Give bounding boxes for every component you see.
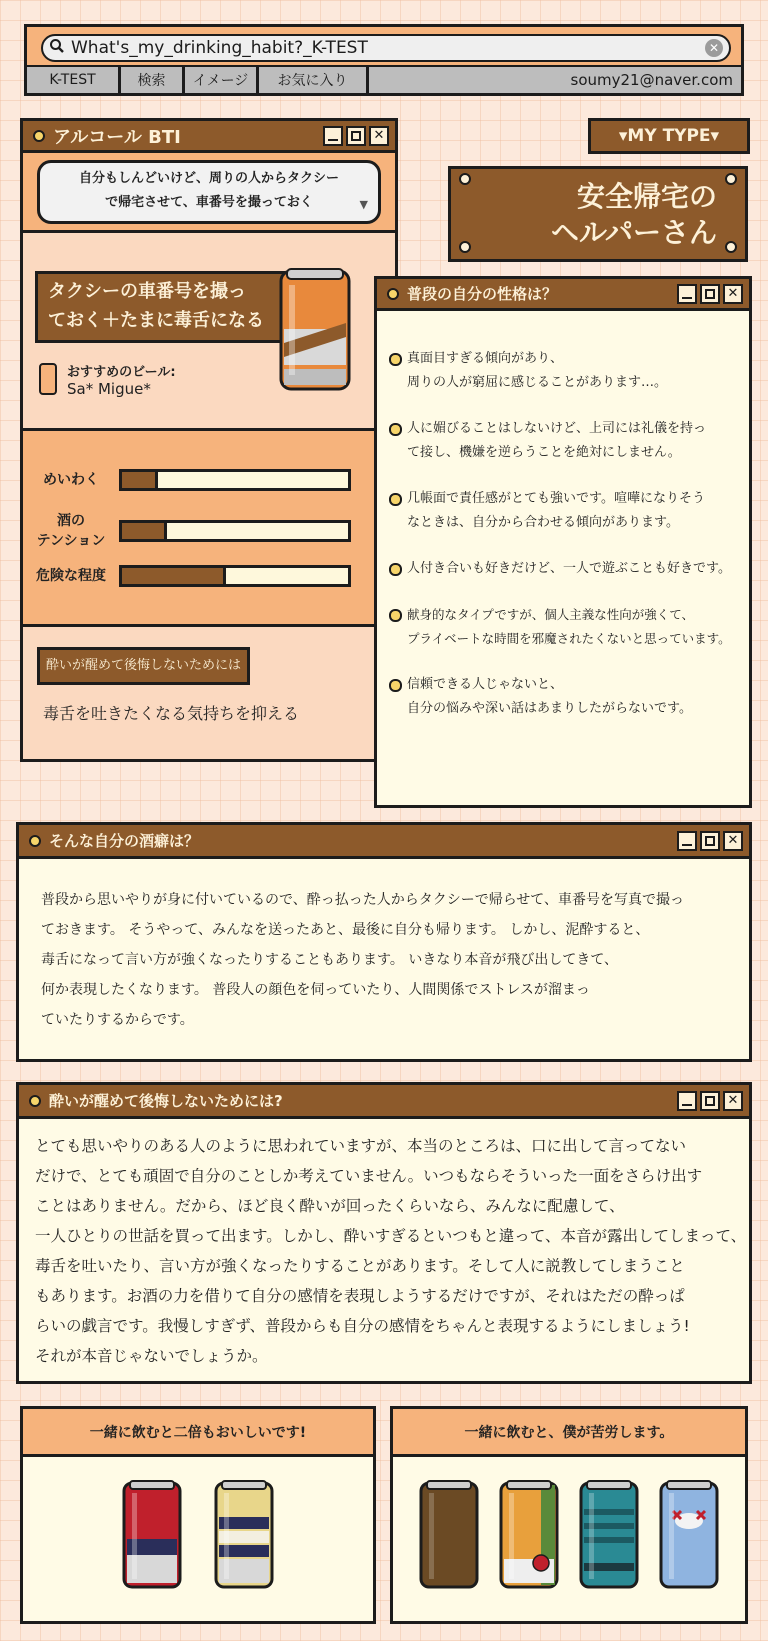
habit-text: 普段から思いやりが身に付いているので、酔っ払った人からタクシーで帰らせて、車番号を写真で撮っ ておきます。 そうやって、みんなを送ったあと、最後に自分も帰ります。 しかし、泥酔すると、 毒舌になって言い方が強くなったりすることもあります。 いきなり本音が飛び出してきて、 何か表現したくなります。 普段人の顔色を伺っていたり、人間関係でストレスが溜まっ ていたりするからです。 [41, 892, 685, 1028]
type-name-plate [448, 166, 748, 262]
question-text: 自分もしんどいけど、周りの人からタクシー で帰宅させて、車番号を撮っておく [78, 171, 339, 210]
list-item: 人付き合いも好きだけど、一人で遊ぶことも好きです。 [387, 557, 749, 581]
beer-can-icon[interactable] [212, 1479, 276, 1591]
window-dot-icon [33, 130, 45, 142]
close-icon[interactable]: ✕ [723, 284, 743, 304]
window-dot-icon [29, 1095, 41, 1107]
beer-can-icon[interactable] [120, 1479, 184, 1591]
meter-bar [119, 469, 351, 491]
nav-tab-ktest[interactable]: K-TEST [27, 67, 121, 93]
window-dot-icon [387, 288, 399, 300]
minimize-icon[interactable] [323, 126, 343, 146]
rivet-icon [725, 173, 737, 185]
rivet-icon [459, 173, 471, 185]
tip-section [23, 627, 395, 727]
minimize-icon[interactable] [677, 831, 697, 851]
good-match-cans [23, 1457, 373, 1591]
question-bubble[interactable] [37, 160, 381, 224]
drinking-habit-window [16, 822, 752, 1062]
rivet-icon [725, 241, 737, 253]
my-type-button[interactable]: ▾MY TYPE▾ [588, 118, 750, 154]
search-icon[interactable] [43, 38, 71, 58]
browser-bar [24, 24, 744, 96]
close-icon[interactable]: ✕ [723, 1091, 743, 1111]
list-item: 几帳面で責任感がとても強いです。喧嘩になりそう なときは、自分から合わせる傾向があります。 [387, 487, 749, 535]
recommend-value: Sa* Migue* [67, 380, 151, 398]
close-icon[interactable]: ✕ [723, 831, 743, 851]
close-icon[interactable]: ✕ [369, 126, 389, 146]
rivet-icon [459, 241, 471, 253]
meter-fill [122, 523, 167, 539]
meter-row [23, 511, 395, 551]
nav-bar [27, 65, 741, 93]
meter-label: 酒の テンション [36, 513, 106, 549]
nav-tab-favorites[interactable]: お気に入り [259, 67, 369, 93]
window-dot-icon [29, 835, 41, 847]
meter-section [23, 431, 395, 627]
good-match-title: 一緒に飲むと二倍もおいしいです! [23, 1409, 373, 1457]
advice-text: とても思いやりのある人のように思われていますが、本当のところは、口に出して言ってない だけで、とても頑固で自分のことしか考えていません。いつもならそういった一面をさらけ出す ことはありません。だから、ほど良く酔いが回ったくらいなら、みんなに配慮して、 一人ひとりの世話を買って出ます。しかし、酔いすぎるといつもと違って、本音が露出してしまって、 毒舌を吐いたり、言い方が強くなったりすることがあります。そして人に説教してしまうこと もあります。お酒の力を借りて自分の感情を表現しようするだけですが、それはただの酔っぱ らいの戯言です。我慢しすぎず、普段からも自分の感情をちゃんと表現するようにしましょう! それが本音じゃないでしょうか。 [35, 1137, 747, 1365]
window-title: そんな自分の酒癖は？ [49, 832, 200, 850]
minimize-icon[interactable] [677, 284, 697, 304]
beer-can-icon[interactable] [577, 1479, 641, 1591]
clear-icon[interactable]: ✕ [705, 39, 723, 57]
beer-can-icon[interactable] [497, 1479, 561, 1591]
meter-bar [119, 520, 351, 542]
maximize-icon[interactable] [346, 126, 366, 146]
bad-match-panel [390, 1406, 748, 1624]
minimize-icon[interactable] [677, 1091, 697, 1111]
question-section [23, 153, 395, 233]
window-title: 酔いが醒めて後悔しないためには? [49, 1092, 283, 1110]
search-input[interactable] [41, 34, 731, 62]
beer-can-icon [275, 265, 355, 399]
window-titlebar [19, 825, 749, 859]
list-item: 献身的なタイプですが、個人主義な性向が強くて、 プライベートな時間を邪魔されたくないと思っています。 [387, 603, 749, 651]
list-item: 信頼できる人じゃないと、 自分の悩みや深い話はあまりしたがらないです。 [387, 673, 749, 721]
good-match-panel [20, 1406, 376, 1624]
dropdown-arrow-icon[interactable]: ▼ [359, 198, 368, 211]
meter-row [23, 565, 395, 587]
bad-match-title: 一緒に飲むと、僕が苦労します。 [393, 1409, 745, 1457]
beer-can-icon[interactable] [657, 1479, 721, 1591]
bad-match-cans [393, 1457, 745, 1591]
list-item: 人に媚びることはしないけど、上司には礼儀を持っ て接し、機嫌を逆らうことを絶対にしません。 [387, 417, 749, 465]
personality-list [377, 311, 749, 721]
type-section [23, 233, 395, 431]
type-name: 安全帰宅の ヘルパーさん [550, 180, 717, 249]
user-email[interactable]: soumy21@naver.com [570, 71, 733, 89]
tip-button[interactable]: 酔いが醒めて後悔しないためには [37, 647, 250, 685]
beer-can-icon[interactable] [417, 1479, 481, 1591]
meter-fill [122, 472, 158, 488]
nav-tab-search[interactable]: 検索 [121, 67, 185, 93]
maximize-icon[interactable] [700, 831, 720, 851]
window-title: アルコール BTI [53, 126, 181, 148]
recommend-label: おすすめのビール: [67, 365, 176, 380]
beer-icon [39, 363, 57, 395]
window-title: 普段の自分の性格は？ [407, 285, 558, 303]
list-item: 真面目すぎる傾向があり、 周りの人が窮屈に感じることがあります…。 [387, 347, 749, 395]
maximize-icon[interactable] [700, 1091, 720, 1111]
search-query[interactable]: What's_my_drinking_habit?_K-TEST [71, 38, 368, 58]
alcohol-bti-window [20, 118, 398, 762]
window-titlebar [23, 121, 395, 153]
tip-text: 毒舌を吐きたくなる気持ちを抑える [43, 704, 300, 723]
meter-row [23, 469, 395, 491]
meter-label: 危険な程度 [36, 568, 106, 584]
personality-window [374, 276, 752, 808]
advice-window [16, 1082, 752, 1384]
nav-tab-image[interactable]: イメージ [185, 67, 259, 93]
type-banner: タクシーの車番号を撮っ ておく＋たまに毒舌になる [35, 271, 285, 343]
meter-bar [119, 565, 351, 587]
maximize-icon[interactable] [700, 284, 720, 304]
window-titlebar [19, 1085, 749, 1119]
window-titlebar [377, 279, 749, 311]
meter-label: めいわく [43, 472, 99, 488]
meter-fill [122, 568, 226, 584]
